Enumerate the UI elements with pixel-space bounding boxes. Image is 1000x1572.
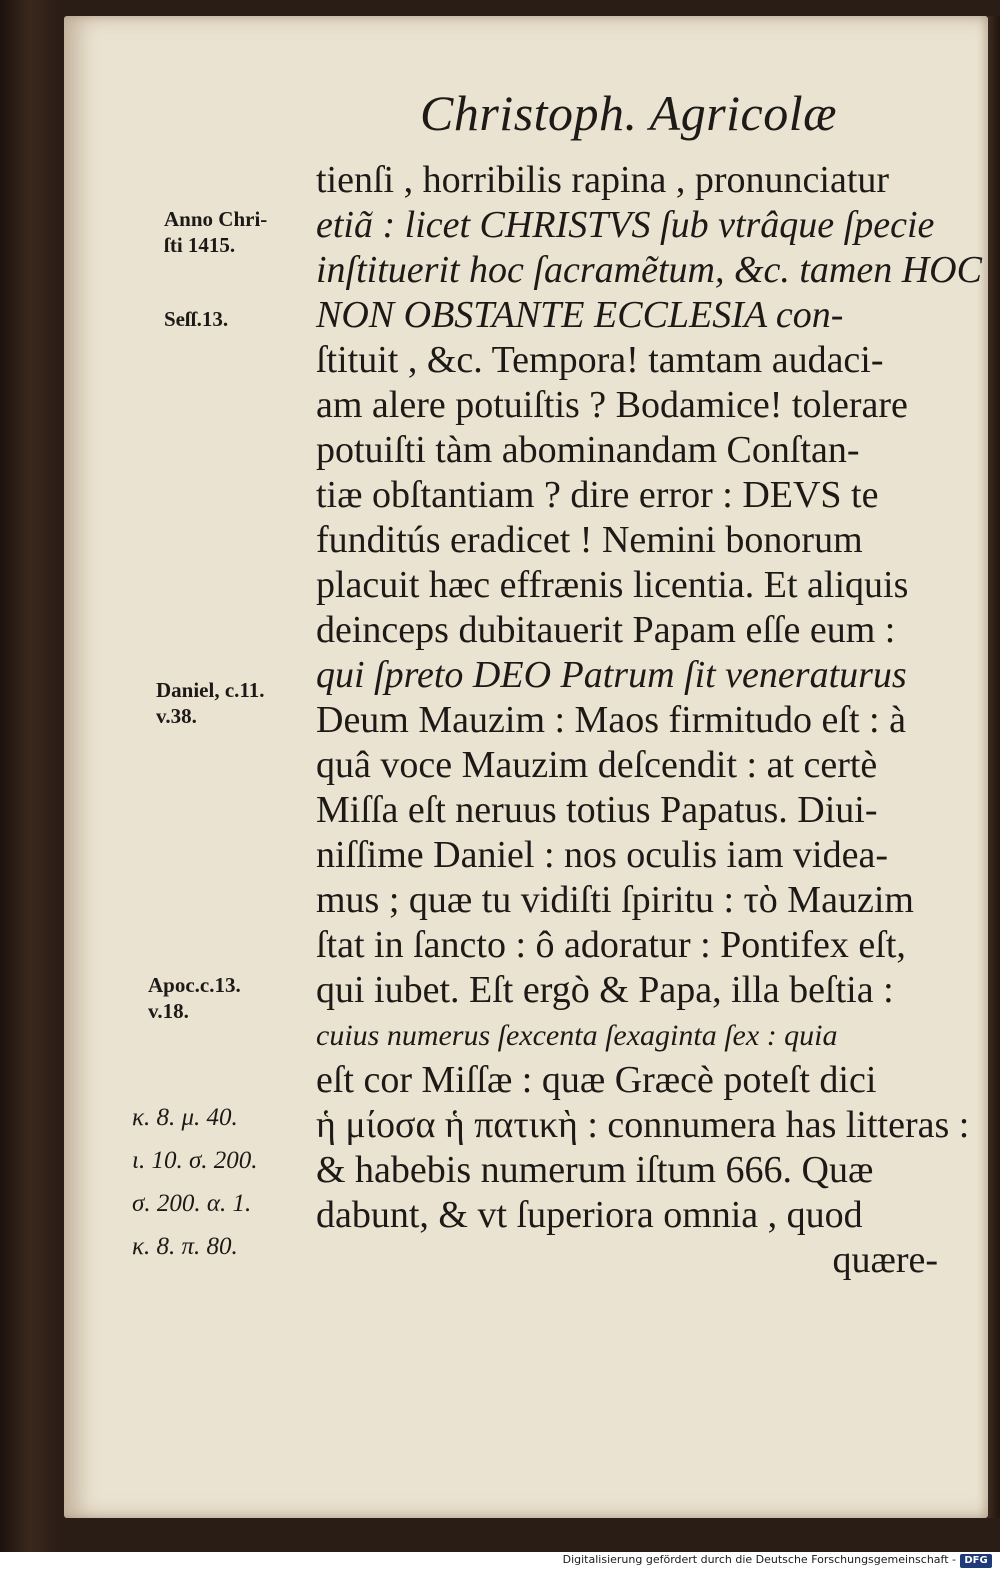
margin-note-line: v.18. [148, 999, 189, 1023]
catchword: quære- [832, 1239, 938, 1281]
margin-note-line: Apoc.c.13. [148, 973, 241, 997]
text-line: qui iubet. Eſt ergò & Papa, illa beſtia : [316, 969, 894, 1011]
text-line: Miſſa eſt neruus totius Papatus. Diui- [316, 789, 878, 831]
text-line: dabunt, & vt ſuperiora omnia , quod [316, 1194, 863, 1236]
running-head: Christoph. Agricolæ [420, 85, 837, 141]
page-edge [988, 16, 1000, 1518]
margin-note-line: Anno Chri- [164, 207, 268, 231]
text-line: placuit hæc effrænis licentia. Et aliquis [316, 564, 909, 606]
text-line: mus ; quæ tu vidiſti ſpiritu : τὸ Mauzim [316, 879, 914, 921]
text-line: inſtituerit hoc ſacramẽtum, &c. tamen HOC [316, 249, 982, 291]
text-line: niſſime Daniel : nos oculis iam videa- [316, 834, 888, 876]
text-line: cuius numerus ſexcenta ſexaginta ſex : quia [316, 1019, 838, 1052]
text-line: ἡ μίοσα ἡ πατικὴ : connumera has litteras : [316, 1104, 970, 1146]
margin-note-apocalypse [148, 972, 241, 1024]
text-line: funditús eradicet ! Nemini bonorum [316, 519, 863, 561]
margin-note-line: ſti 1415. [164, 233, 236, 257]
margin-note-line: σ. 200. α. 1. [132, 1190, 252, 1217]
margin-note-line: ι. 10. σ. 200. [132, 1147, 258, 1174]
body-text [316, 158, 982, 1283]
margin-note-line: κ. 8. μ. 40. [132, 1104, 238, 1131]
text-line: ſtituit , &c. Tempora! tamtam audaci- [316, 339, 884, 381]
margin-note-daniel [156, 677, 265, 729]
dfg-logo-icon: DFG [960, 1554, 992, 1568]
margin-note-line: κ. 8. π. 80. [132, 1233, 238, 1260]
text-line: etiã : licet CHRISTVS ſub vtrâque ſpecie [316, 204, 935, 246]
text-line: quâ voce Mauzim deſcendit : at certè [316, 744, 878, 786]
footer-credit: Digitalisierung gefördert durch die Deutsche Forschungsgemeinschaft - [562, 1553, 956, 1566]
margin-note-session: Seſſ.13. [164, 307, 229, 331]
margin-note-line: Daniel, c.11. [156, 678, 265, 702]
text-line: potuiſti tàm abominandam Conſtan- [316, 429, 860, 471]
text-line: Deum Mauzim : Maos firmitudo eſt : à [316, 699, 906, 741]
text-line: tienſi , horribilis rapina , pronunciatur [316, 159, 890, 201]
text-line: ſtat in ſancto : ô adoratur : Pontifex eſt, [316, 924, 906, 966]
margin-note-line: v.38. [156, 704, 197, 728]
text-line: tiæ obſtantiam ? dire error : DEVS te [316, 474, 879, 516]
text-line: deinceps dubitauerit Papam eſſe eum : [316, 609, 896, 651]
text-line: & habebis numerum iſtum 666. Quæ [316, 1149, 874, 1191]
margin-note-anno [164, 206, 267, 258]
text-line: eſt cor Miſſæ : quæ Græcè poteſt dici [316, 1059, 877, 1101]
margin-note-numerals [132, 1096, 258, 1268]
text-line: NON OBSTANTE ECCLESIA con- [316, 294, 844, 336]
text-line: am alere potuiſtis ? Bodamice! tolerare [316, 384, 908, 426]
text-line: qui ſpreto DEO Patrum ſit veneraturus [316, 654, 907, 696]
